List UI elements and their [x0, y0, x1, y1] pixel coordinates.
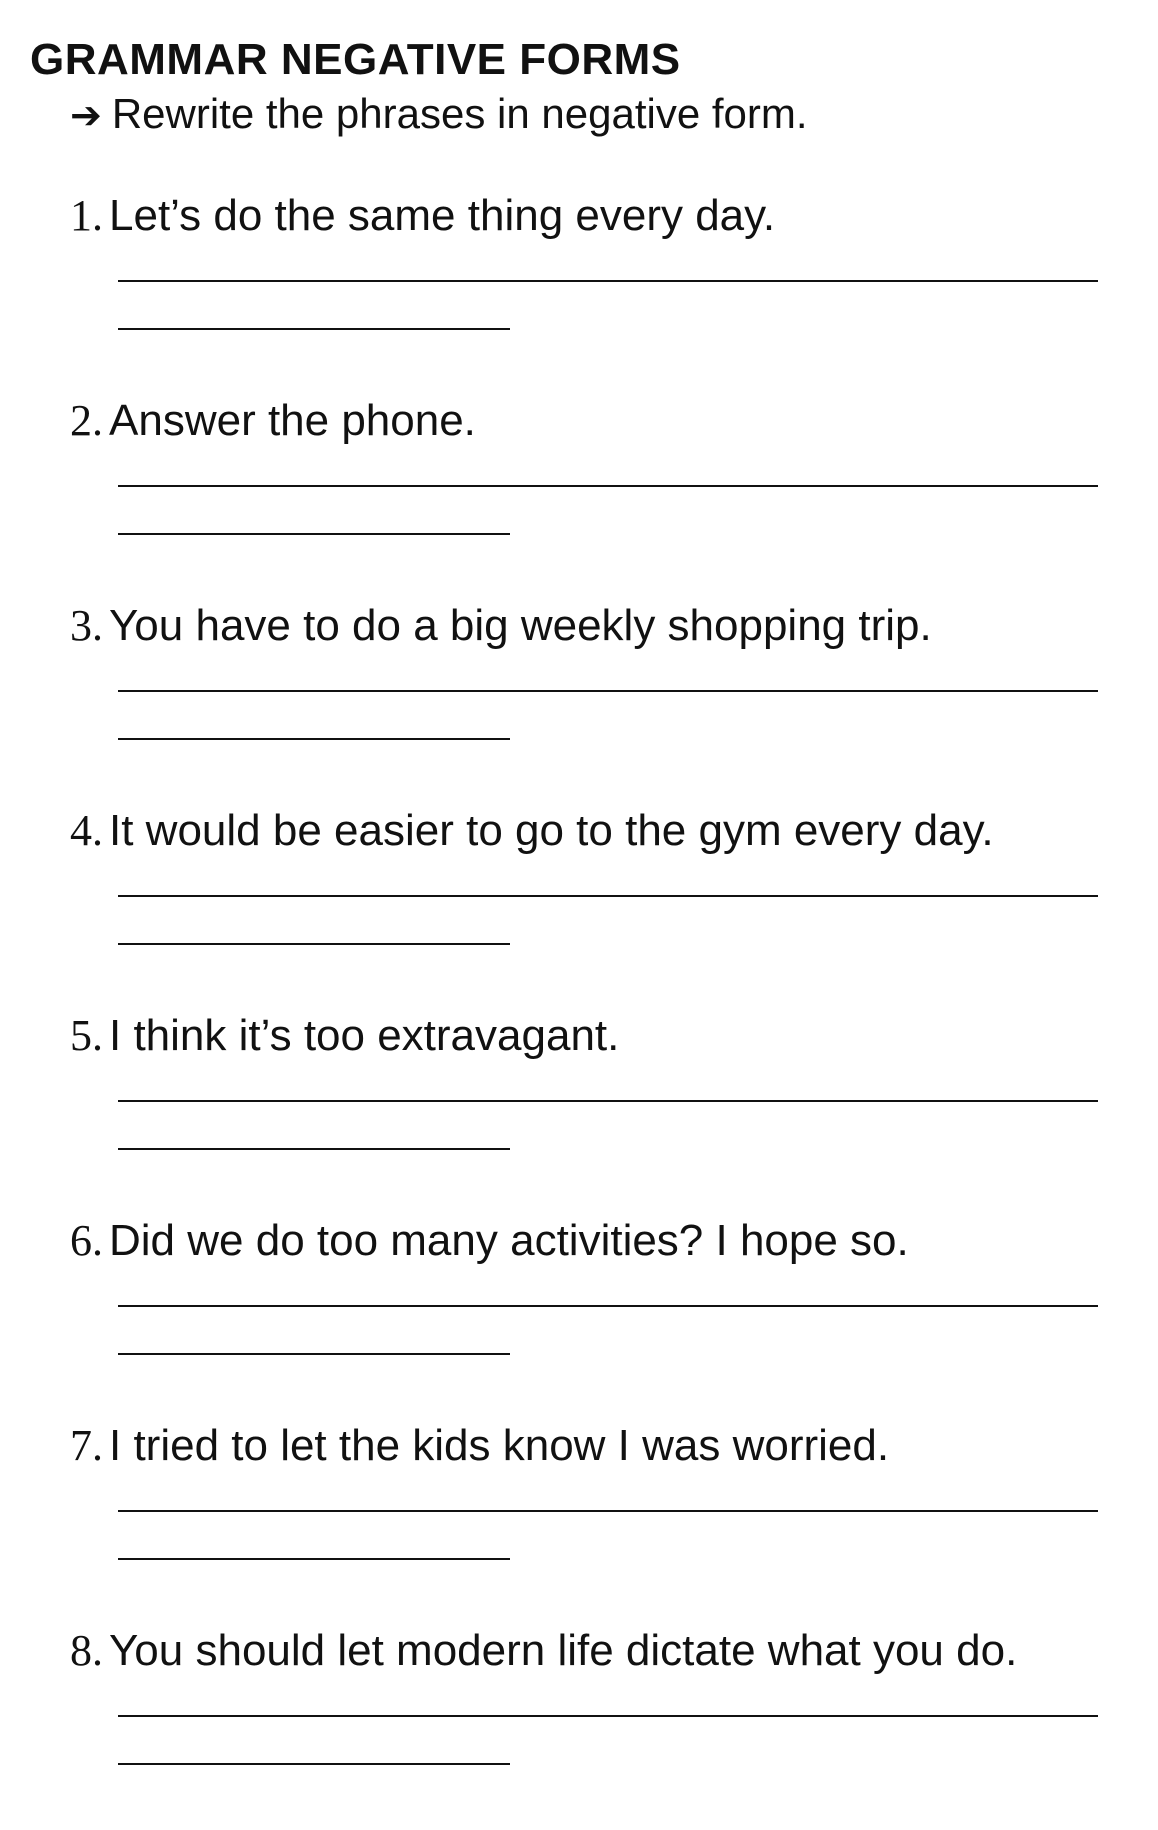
question-text: Did we do too many activities? I hope so. [109, 1216, 909, 1265]
question-number: 6 [70, 1216, 92, 1265]
question-text-line: 1. Let’s do the same thing every day. [70, 191, 776, 240]
answer-line-short[interactable] [118, 328, 510, 330]
question-text-line: 3. You have to do a big weekly shopping trip. [70, 601, 932, 650]
answer-line-long[interactable] [118, 1510, 1098, 1512]
answer-line-long[interactable] [118, 690, 1098, 692]
question-number: 3 [70, 601, 92, 650]
question-text-line: 6. Did we do too many activities? I hope so. [70, 1216, 909, 1265]
answer-line-short[interactable] [118, 1148, 510, 1150]
question-1 [70, 190, 1110, 395]
answer-line-short[interactable] [118, 1558, 510, 1560]
question-text-line: 8. You should let modern life dictate what you do. [70, 1626, 1018, 1675]
question-text: You should let modern life dictate what you do. [109, 1626, 1018, 1675]
question-6 [70, 1215, 1110, 1420]
answer-line-short[interactable] [118, 1763, 510, 1765]
question-3 [70, 600, 1110, 805]
question-text: I tried to let the kids know I was worried. [109, 1421, 890, 1470]
instruction [70, 88, 808, 142]
instruction-text: Rewrite the phrases in negative form. [111, 90, 808, 137]
question-text: You have to do a big weekly shopping trip. [109, 601, 932, 650]
question-text: I think it’s too extravagant. [109, 1011, 620, 1060]
question-5 [70, 1010, 1110, 1215]
answer-line-short[interactable] [118, 1353, 510, 1355]
question-text: It would be easier to go to the gym every day. [109, 806, 994, 855]
question-number: 5 [70, 1011, 92, 1060]
question-number: 2 [70, 396, 92, 445]
question-text: Answer the phone. [109, 396, 476, 445]
answer-line-short[interactable] [118, 738, 510, 740]
question-8 [70, 1625, 1110, 1830]
question-text-line: 2. Answer the phone. [70, 396, 476, 445]
answer-line-short[interactable] [118, 943, 510, 945]
answer-line-long[interactable] [118, 1305, 1098, 1307]
question-number: 7 [70, 1421, 92, 1470]
question-number: 8 [70, 1626, 92, 1675]
answer-line-short[interactable] [118, 533, 510, 535]
answer-line-long[interactable] [118, 1100, 1098, 1102]
answer-line-long[interactable] [118, 485, 1098, 487]
answer-line-long[interactable] [118, 1715, 1098, 1717]
question-7 [70, 1420, 1110, 1625]
question-2 [70, 395, 1110, 600]
answer-line-long[interactable] [118, 280, 1098, 282]
question-number: 1 [70, 191, 92, 240]
question-text: Let’s do the same thing every day. [109, 191, 776, 240]
answer-line-long[interactable] [118, 895, 1098, 897]
question-text-line: 7. I tried to let the kids know I was worried. [70, 1421, 890, 1470]
question-text-line: 5. I think it’s too extravagant. [70, 1011, 620, 1060]
question-number: 4 [70, 806, 92, 855]
worksheet-title: GRAMMAR NEGATIVE FORMS [30, 35, 681, 84]
right-arrow-icon: ➔ [70, 95, 102, 137]
question-4 [70, 805, 1110, 1010]
question-text-line: 4. It would be easier to go to the gym every day. [70, 806, 994, 855]
